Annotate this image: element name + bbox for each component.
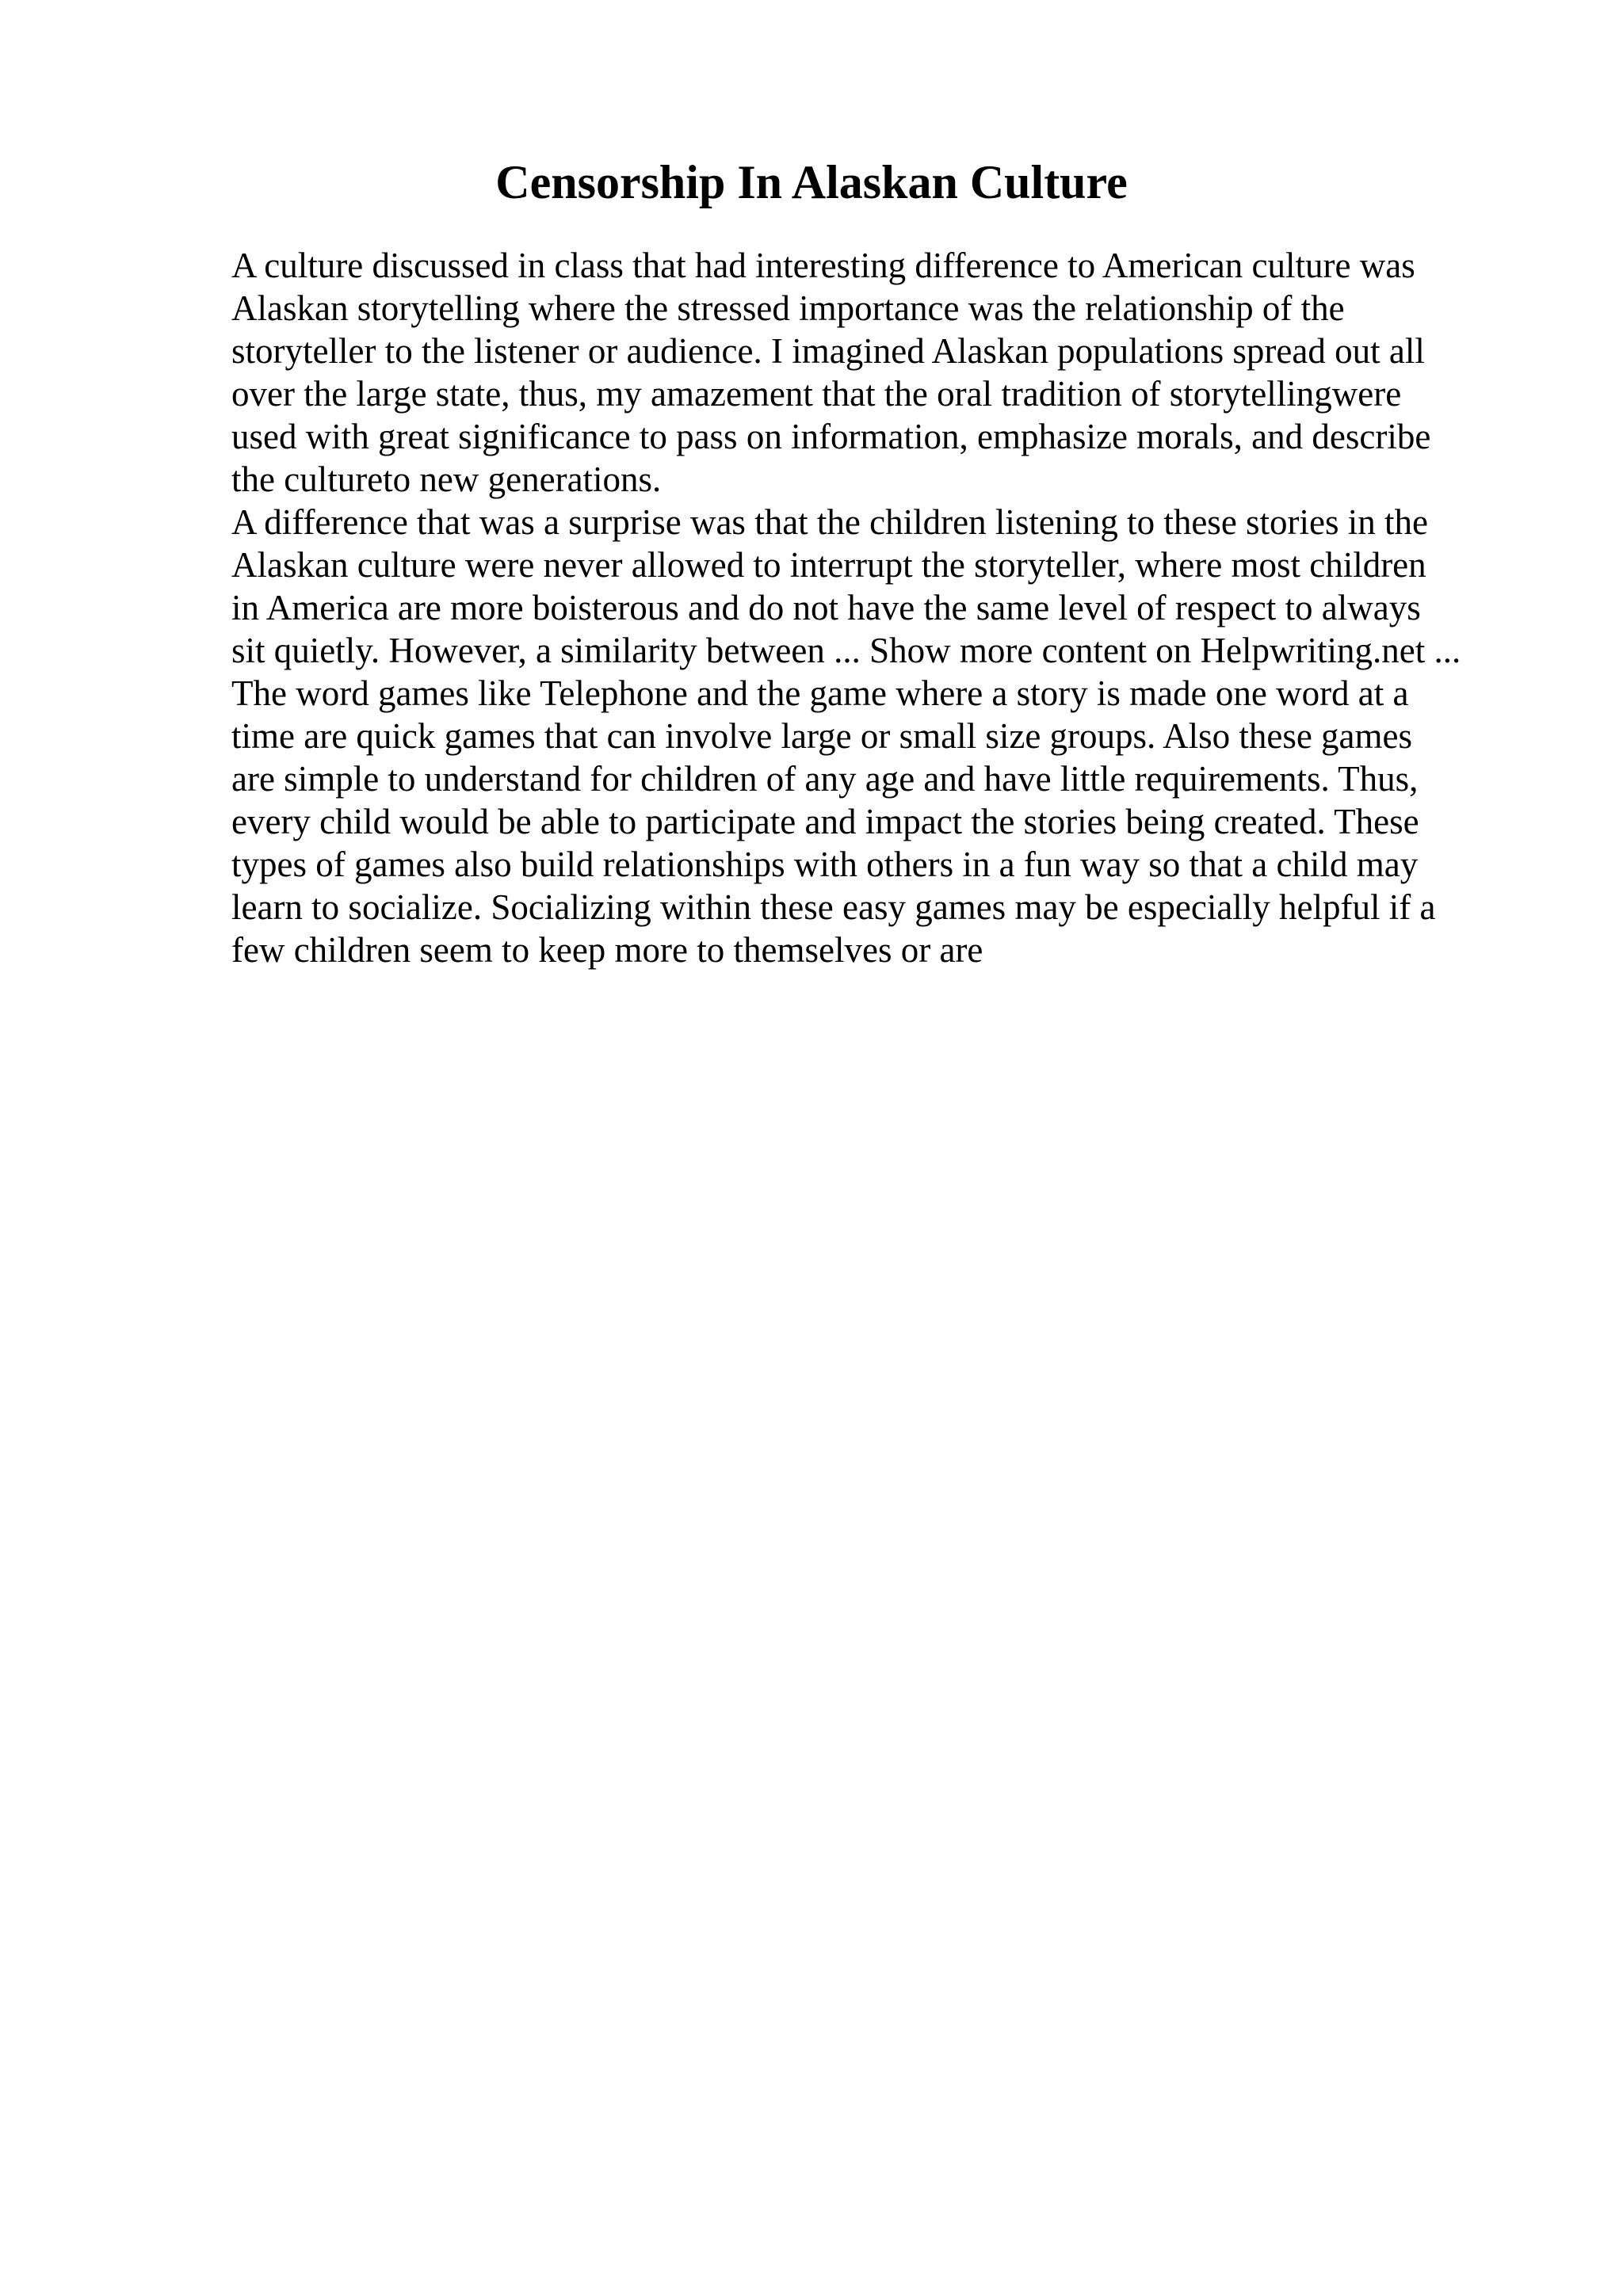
body-line: used with great significance to pass on information, emphasize morals, and describe (231, 417, 1431, 456)
body-line: few children seem to keep more to themselves or are (231, 930, 983, 970)
body-line: sit quietly. However, a similarity between ... Show more content on Helpwriting.net ... (231, 631, 1461, 670)
body-line: Alaskan storytelling where the stressed importance was the relationship of the (231, 288, 1345, 328)
body-line: learn to socialize. Socializing within these easy games may be especially helpful if a (231, 887, 1436, 927)
document-body (231, 244, 1610, 971)
body-line: are simple to understand for children of any age and have little requirements. Thus, (231, 759, 1419, 799)
body-line: A difference that was a surprise was that the children listening to these stories in the (231, 502, 1429, 542)
body-line: in America are more boisterous and do not have the same level of respect to always (231, 588, 1421, 627)
document-title: Censorship In Alaskan Culture (495, 156, 1128, 208)
body-line: storyteller to the listener or audience. I imagined Alaskan populations spread out all (231, 331, 1425, 371)
body-line: The word games like Telephone and the game where a story is made one word at a (231, 673, 1409, 713)
body-line: the cultureto new generations. (231, 460, 662, 499)
body-line: every child would be able to participate and impact the stories being created. These (231, 802, 1419, 841)
body-line: types of games also build relationships with others in a fun way so that a child may (231, 845, 1419, 884)
body-line: A culture discussed in class that had interesting difference to American culture was (231, 246, 1415, 285)
body-line: time are quick games that can involve large or small size groups. Also these games (231, 716, 1413, 756)
body-line: Alaskan culture were never allowed to interrupt the storyteller, where most children (231, 545, 1426, 585)
body-line: over the large state, thus, my amazement that the oral tradition of storytellingwere (231, 374, 1402, 414)
